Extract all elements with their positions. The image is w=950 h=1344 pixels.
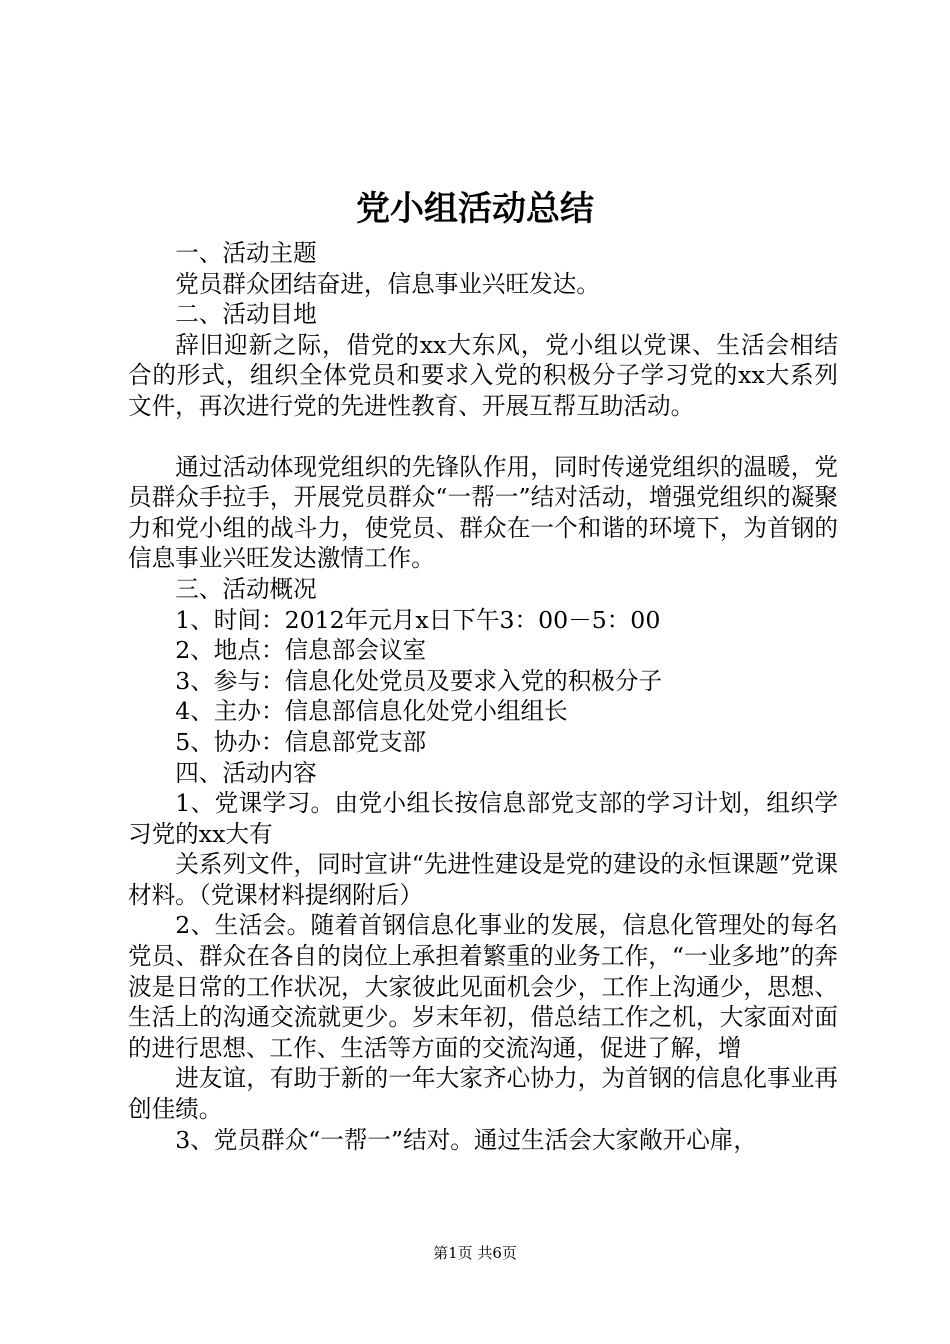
document-body (128, 238, 838, 1155)
paragraph: 关系列文件，同时宣讲“先进性建设是党的建设的永恒课题”党课材料。（党课材料提纲附后） (128, 850, 838, 909)
paragraph: 3、党员群众“一帮一”结对。通过生活会大家敞开心扉， (175, 1125, 757, 1154)
list-item: 1、时间：2012年元月x日下午3：00－5：00 (175, 605, 661, 634)
list-item: 4、主办：信息部信息化处党小组组长 (175, 697, 568, 726)
heading-theme: 一、活动主题 (175, 239, 317, 267)
heading-overview: 三、活动概况 (175, 574, 317, 603)
paragraph: 辞旧迎新之际，借党的xx大东风，党小组以党课、生活会相结合的形式，组织全体党员和要求入党的积极分子学习党的xx大系列文件，再次进行党的先进性教育、开展互帮互助活动。 (128, 330, 838, 420)
heading-purpose: 二、活动目地 (175, 300, 317, 329)
paragraph: 通过活动体现党组织的先锋队作用，同时传递党组织的温暖，党员群众手拉手，开展党员群众“一帮一”结对活动，增强党组织的凝聚力和党小组的战斗力，使党员、群众在一个和谐的环境下，为首钢的信息事业兴旺发达激情工作。 (128, 452, 838, 573)
paragraph: 1、党课学习。由党小组长按信息部党支部的学习计划，组织学习党的xx大有 (128, 789, 838, 848)
paragraph: 党员群众团结奋进，信息事业兴旺发达。 (175, 269, 600, 298)
heading-content: 四、活动内容 (175, 758, 317, 787)
list-item: 2、地点：信息部会议室 (175, 636, 427, 665)
page-footer: 第1页 共6页 (433, 1244, 517, 1262)
document-title: 党小组活动总结 (356, 189, 594, 229)
list-item: 3、参与：信息化处党员及要求入党的积极分子 (175, 666, 663, 695)
paragraph: 2、生活会。随着首钢信息化事业的发展，信息化管理处的每名党员、群众在各自的岗位上承担着繁重的业务工作，“一业多地”的奔波是日常的工作状况，大家彼此见面机会少，工作上沟通少，思想、生活上的沟通交流就更少。岁末年初，借总结工作之机，大家面对面的进行思想、工作、生活等方面的交流沟通，促进了解，增 (128, 911, 838, 1062)
list-item: 5、协办：信息部党支部 (175, 727, 427, 756)
paragraph: 进友谊，有助于新的一年大家齐心协力，为首钢的信息化事业再创佳绩。 (128, 1064, 838, 1124)
